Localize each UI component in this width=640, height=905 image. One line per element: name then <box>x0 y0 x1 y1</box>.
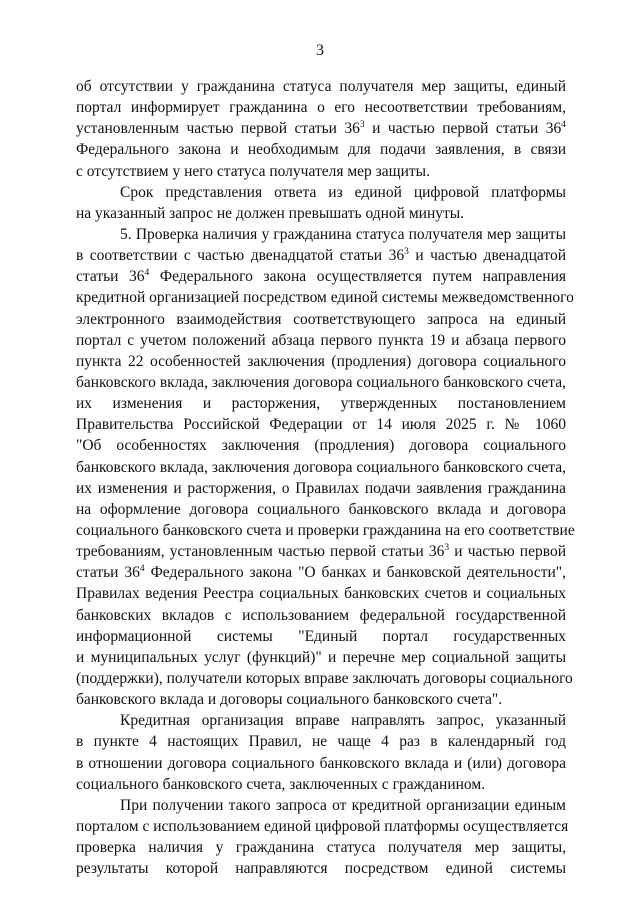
text-segment: Федерального закона "О банках и банковской деятельности", <box>144 564 566 582</box>
text-line <box>76 541 566 562</box>
text-line <box>76 816 569 837</box>
text-line <box>76 457 566 478</box>
body-text <box>76 76 575 879</box>
text-line <box>76 858 566 879</box>
text-segment: При получении такого запроса от кредитной организации единым <box>120 796 566 814</box>
text-segment: и частью двенадцатой <box>408 247 566 265</box>
text-line <box>76 647 566 668</box>
text-segment: электронного взаимодействия соответствующего запроса на единый <box>76 310 566 328</box>
text-segment: об отсутствии у гражданина статуса получателя мер защиты, единый <box>76 78 566 95</box>
text-segment: в соответствии с частью двенадцатой статьи 36 <box>76 247 405 265</box>
text-segment: Правилах ведения Реестра социальных банковских счетов и социальных <box>76 585 566 603</box>
text-segment: Федерального закона и необходимым для подачи заявления, в связи <box>76 141 566 159</box>
text-segment: портал с учетом положений абзаца первого пункта 19 и абзаца первого <box>76 331 566 349</box>
text-line <box>76 203 566 224</box>
text-segment: установленным частью первой статьи 36 <box>76 120 360 138</box>
text-segment: на указанный запрос не должен превышать одной минуты. <box>76 204 465 222</box>
superscript: 3 <box>404 247 409 258</box>
text-line <box>76 139 566 160</box>
text-line <box>76 330 566 351</box>
text-line <box>76 795 566 816</box>
text-segment: в пункте 4 настоящих Правил, не чаще 4 раз в календарный год <box>76 733 566 751</box>
text-line <box>76 753 566 774</box>
text-segment: информационной системы "Единый портал государственных <box>76 627 566 645</box>
text-line <box>76 266 566 287</box>
text-segment: с отсутствием у него статуса получателя мер защиты. <box>76 162 430 180</box>
text-line <box>76 668 573 689</box>
superscript: 4 <box>561 120 566 131</box>
text-segment: кредитной организацией посредством единой системы межведомственного <box>76 289 574 307</box>
text-line <box>76 76 566 97</box>
text-segment: их изменения и расторжения, о Правилах подачи заявления гражданина <box>76 479 566 497</box>
text-segment: банковских вкладов с использованием федеральной государственной <box>76 606 566 624</box>
text-line <box>76 520 575 541</box>
text-line <box>76 97 566 118</box>
text-line <box>76 372 566 393</box>
text-segment: проверка наличия у гражданина статуса получателя мер защиты, <box>76 839 566 857</box>
text-segment: и муниципальных услуг (функций)" и перечне мер социальной защиты <box>76 648 566 666</box>
text-line <box>76 414 566 435</box>
text-line <box>76 710 566 731</box>
text-segment: "Об особенностях заключения (продления) договора социального <box>76 437 566 455</box>
text-segment: статьи 36 <box>76 564 140 582</box>
text-segment: в отношении договора социального банковского вклада и (или) договора <box>76 754 566 772</box>
text-line <box>76 161 566 182</box>
text-segment: пункта 22 особенностей заключения (продления) договора социального <box>76 352 566 370</box>
text-line <box>76 605 566 626</box>
text-line <box>76 774 566 795</box>
text-segment: результаты которой направляются посредством единой системы <box>76 860 566 878</box>
text-line <box>76 562 566 583</box>
text-line <box>76 689 566 710</box>
text-line <box>76 118 566 139</box>
text-segment: банковского вклада, заключения договора социального банковского счета, <box>76 458 566 476</box>
superscript: 4 <box>144 268 150 279</box>
text-line <box>76 499 566 520</box>
text-segment: социального банковского счета и проверки гражданина на его соответствие <box>76 521 575 539</box>
superscript: 3 <box>359 120 365 131</box>
text-line <box>76 245 566 266</box>
text-segment: социального банковского счета, заключенных с гражданином. <box>76 775 486 793</box>
text-segment: Правительства Российской Федерации от 14 июля 2025 г. № 1060 <box>76 416 566 434</box>
text-line <box>76 731 566 752</box>
text-segment: банковского вклада и договоры социального банковского счета". <box>76 691 503 709</box>
text-segment: 5. Проверка наличия у гражданина статуса получателя мер защиты <box>120 225 566 243</box>
text-segment: Федерального закона осуществляется путем направления <box>149 268 566 286</box>
text-segment: Кредитная организация вправе направлять запрос, указанный <box>120 712 566 730</box>
text-line <box>76 478 566 499</box>
superscript: 4 <box>139 564 145 575</box>
text-segment: банковского вклада, заключения договора социального банковского счета, <box>76 373 566 391</box>
text-line <box>76 435 566 456</box>
text-line <box>76 224 566 245</box>
text-line <box>76 287 574 308</box>
text-line <box>76 351 566 372</box>
text-line <box>76 309 566 330</box>
text-line <box>76 626 566 647</box>
text-segment: и частью первой статьи 36 <box>364 120 562 138</box>
text-segment: на оформление договора социального банковского вклада и договора <box>76 500 566 518</box>
text-segment: порталом с использованием единой цифровой платформы осуществляется <box>76 817 569 835</box>
text-line <box>76 837 566 858</box>
text-segment: портал информирует гражданина о его несоответствии требованиям, <box>76 99 566 117</box>
text-line <box>76 393 566 414</box>
text-segment: статьи 36 <box>76 268 145 286</box>
text-segment: и частью первой <box>449 543 566 561</box>
text-line <box>76 583 566 604</box>
text-segment: Срок представления ответа из единой цифровой платформы <box>120 183 566 201</box>
superscript: 3 <box>444 543 450 554</box>
text-line <box>76 182 566 203</box>
text-segment: (поддержки), получатели которых вправе заключать договоры социального <box>76 669 573 687</box>
page-number: 3 <box>316 42 324 59</box>
text-segment: их изменения и расторжения, утвержденных постановлением <box>76 395 566 413</box>
text-segment: требованиям, установленным частью первой статьи 36 <box>76 543 445 561</box>
